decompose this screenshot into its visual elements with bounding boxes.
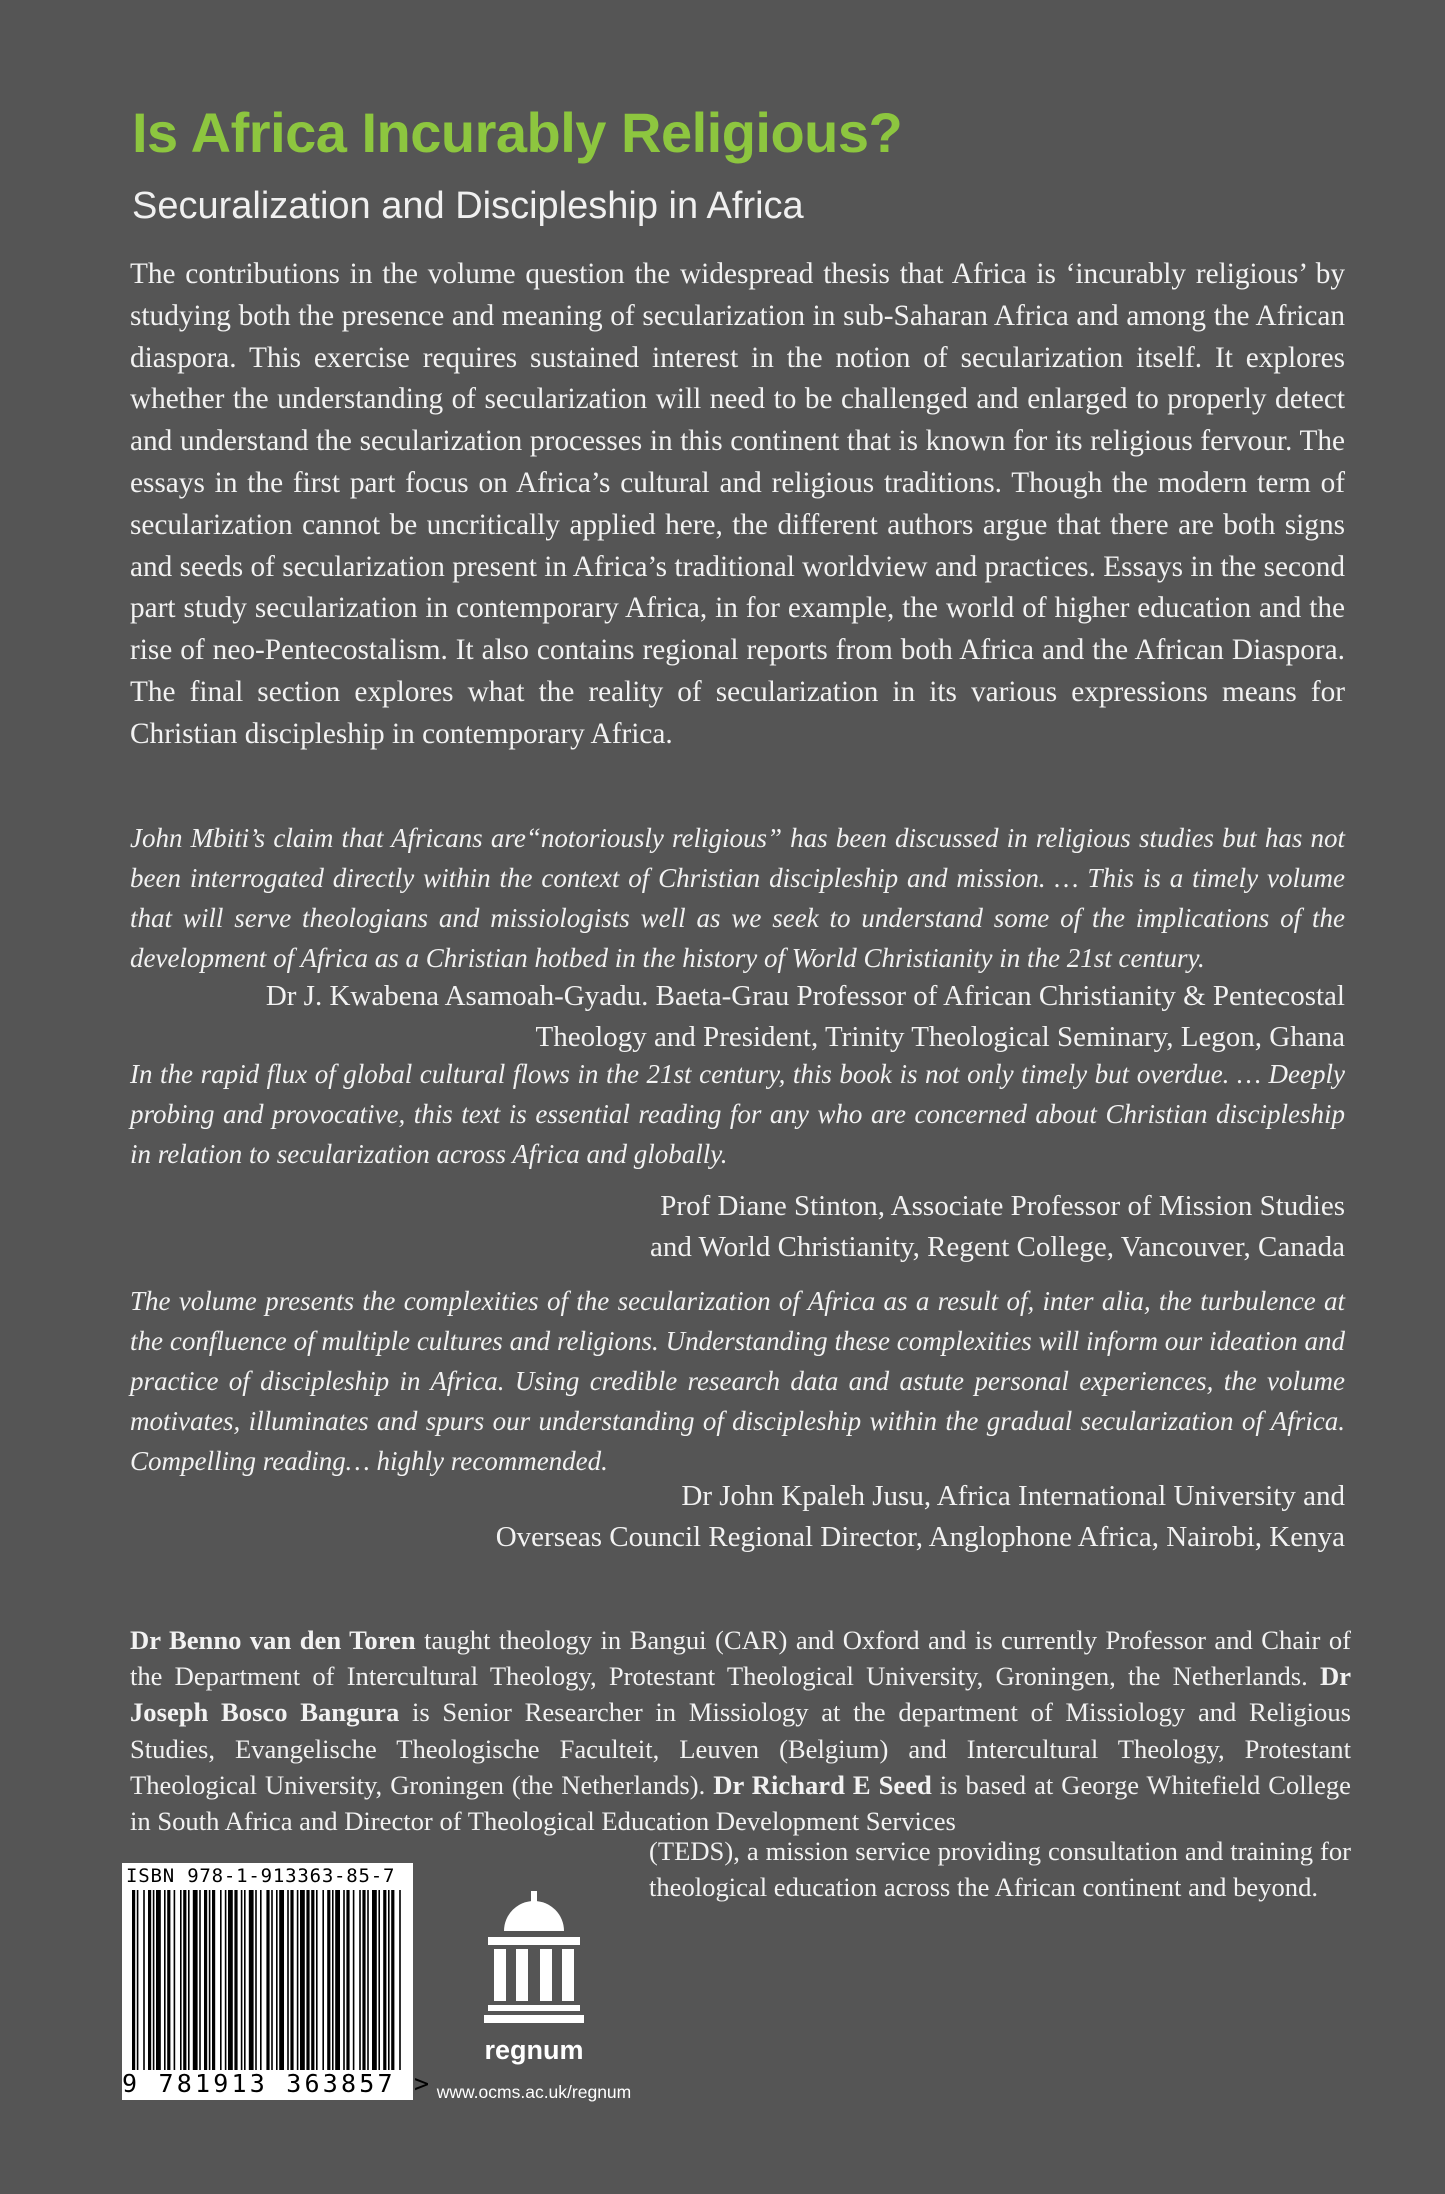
author-bio-continued: (TEDS), a mission service providing consultation and training for theological education across the African continent and beyond. (649, 1836, 1351, 1903)
endorsement-attribution-1: Dr J. Kwabena Asamoah-Gyadu. Baeta-Grau Professor of African Christianity & Pentecostal Theology and President, Trinity Theological Seminary, Legon, Ghana (265, 980, 1345, 1053)
endorsement-quote-1: John Mbiti’s claim that Africans are“notoriously religious” has been discussed in religious studies but has not been interrogated directly within the context of Christian discipleship and mission. … This is a timely volume that will serve theologians and missiologists well as we seek to understand some of the implications of the development of Africa as a Christian hotbed in the history of World Christianity in the 21st century. (130, 823, 1345, 973)
author-name-2: Dr Joseph Bosco Bangura (130, 1661, 1351, 1728)
book-blurb: The contributions in the volume question the widespread thesis that Africa is ‘incurably religious’ by studying both the presence and meaning of secularization in sub-Saharan Africa and among the African diaspora. This exercise requires sustained interest in the notion of secularization itself. It explores whether the understanding of secularization will need to be challenged and enlarged to properly detect and understand the secularization processes in this continent that is known for its religious fervour. The essays in the first part focus on Africa’s cultural and religious traditions. Though the modern term of secularization cannot be uncritically applied here, the different authors argue that there are both signs and seeds of secularization present in Africa’s traditional worldview and practices. Essays in the second part study secularization in contemporary Africa, in for example, the world of higher education and the rise of neo-Pentecostalism. It also contains regional reports from both Africa and the African Diaspora. The final section explores what the reality of secularization in its various expressions means for Christian discipleship in contemporary Africa. (130, 258, 1345, 750)
author-name-1: Dr Benno van den Toren (130, 1625, 416, 1655)
isbn-label: ISBN 978-1-913363-85-7 (126, 1865, 396, 1887)
isbn-barcode (122, 1863, 433, 2100)
ean-number: 9 781913 363857 > (122, 2069, 433, 2098)
book-title: Is Africa Incurably Religious? (132, 101, 903, 164)
author-bios: Dr Benno van den Toren taught theology in Bangui (CAR) and Oxford and is currently Professor and Chair of the Department of Intercultural Theology, Protestant Theological University, Groningen, the Netherlands. Dr Joseph Bosco Bangura is Senior Researcher in Missiology at the department of Missiology and Religious Studies, Evangelische Theologische Faculteit, Leuven (Belgium) and Intercultural Theology, Protestant Theological University, Groningen (the Netherlands). Dr Richard E Seed is based at George Whitefield College in South Africa and Director of Theological Education Development Services (130, 1625, 1351, 1837)
regnum-building-icon (484, 1887, 584, 2029)
book-subtitle: Securalization and Discipleship in Africa (132, 185, 804, 227)
endorsement-quote-2: In the rapid flux of global cultural flows in the 21st century, this book is not only timely but overdue. … Deeply probing and provocative, this text is essential reading for any who are concerned about Christian discipleship in relation to secularization across Africa and globally. (130, 1059, 1345, 1169)
endorsement-attribution-3: Dr John Kpaleh Jusu, Africa International University and Overseas Council Regional Director, Anglophone Africa, Nairobi, Kenya (495, 1480, 1345, 1553)
endorsement-attribution-2: Prof Diane Stinton, Associate Professor of Mission Studies and World Christianity, Regent College, Vancouver, Canada (649, 1190, 1345, 1263)
barcode-bars-icon (130, 1890, 405, 2070)
publisher-name: regnum (484, 2035, 584, 2065)
endorsement-quote-3: The volume presents the complexities of the secularization of Africa as a result of, inter alia, the turbulence at the confluence of multiple cultures and religions. Understanding these complexities will inform our ideation and practice of discipleship in Africa. Using credible research data and astute personal experiences, the volume motivates, illuminates and spurs our understanding of discipleship within the gradual secularization of Africa. Compelling reading… highly recommended. (130, 1286, 1345, 1476)
author-name-3: Dr Richard E Seed (713, 1769, 932, 1800)
publisher-url: www.ocms.ac.uk/regnum (436, 2082, 632, 2102)
